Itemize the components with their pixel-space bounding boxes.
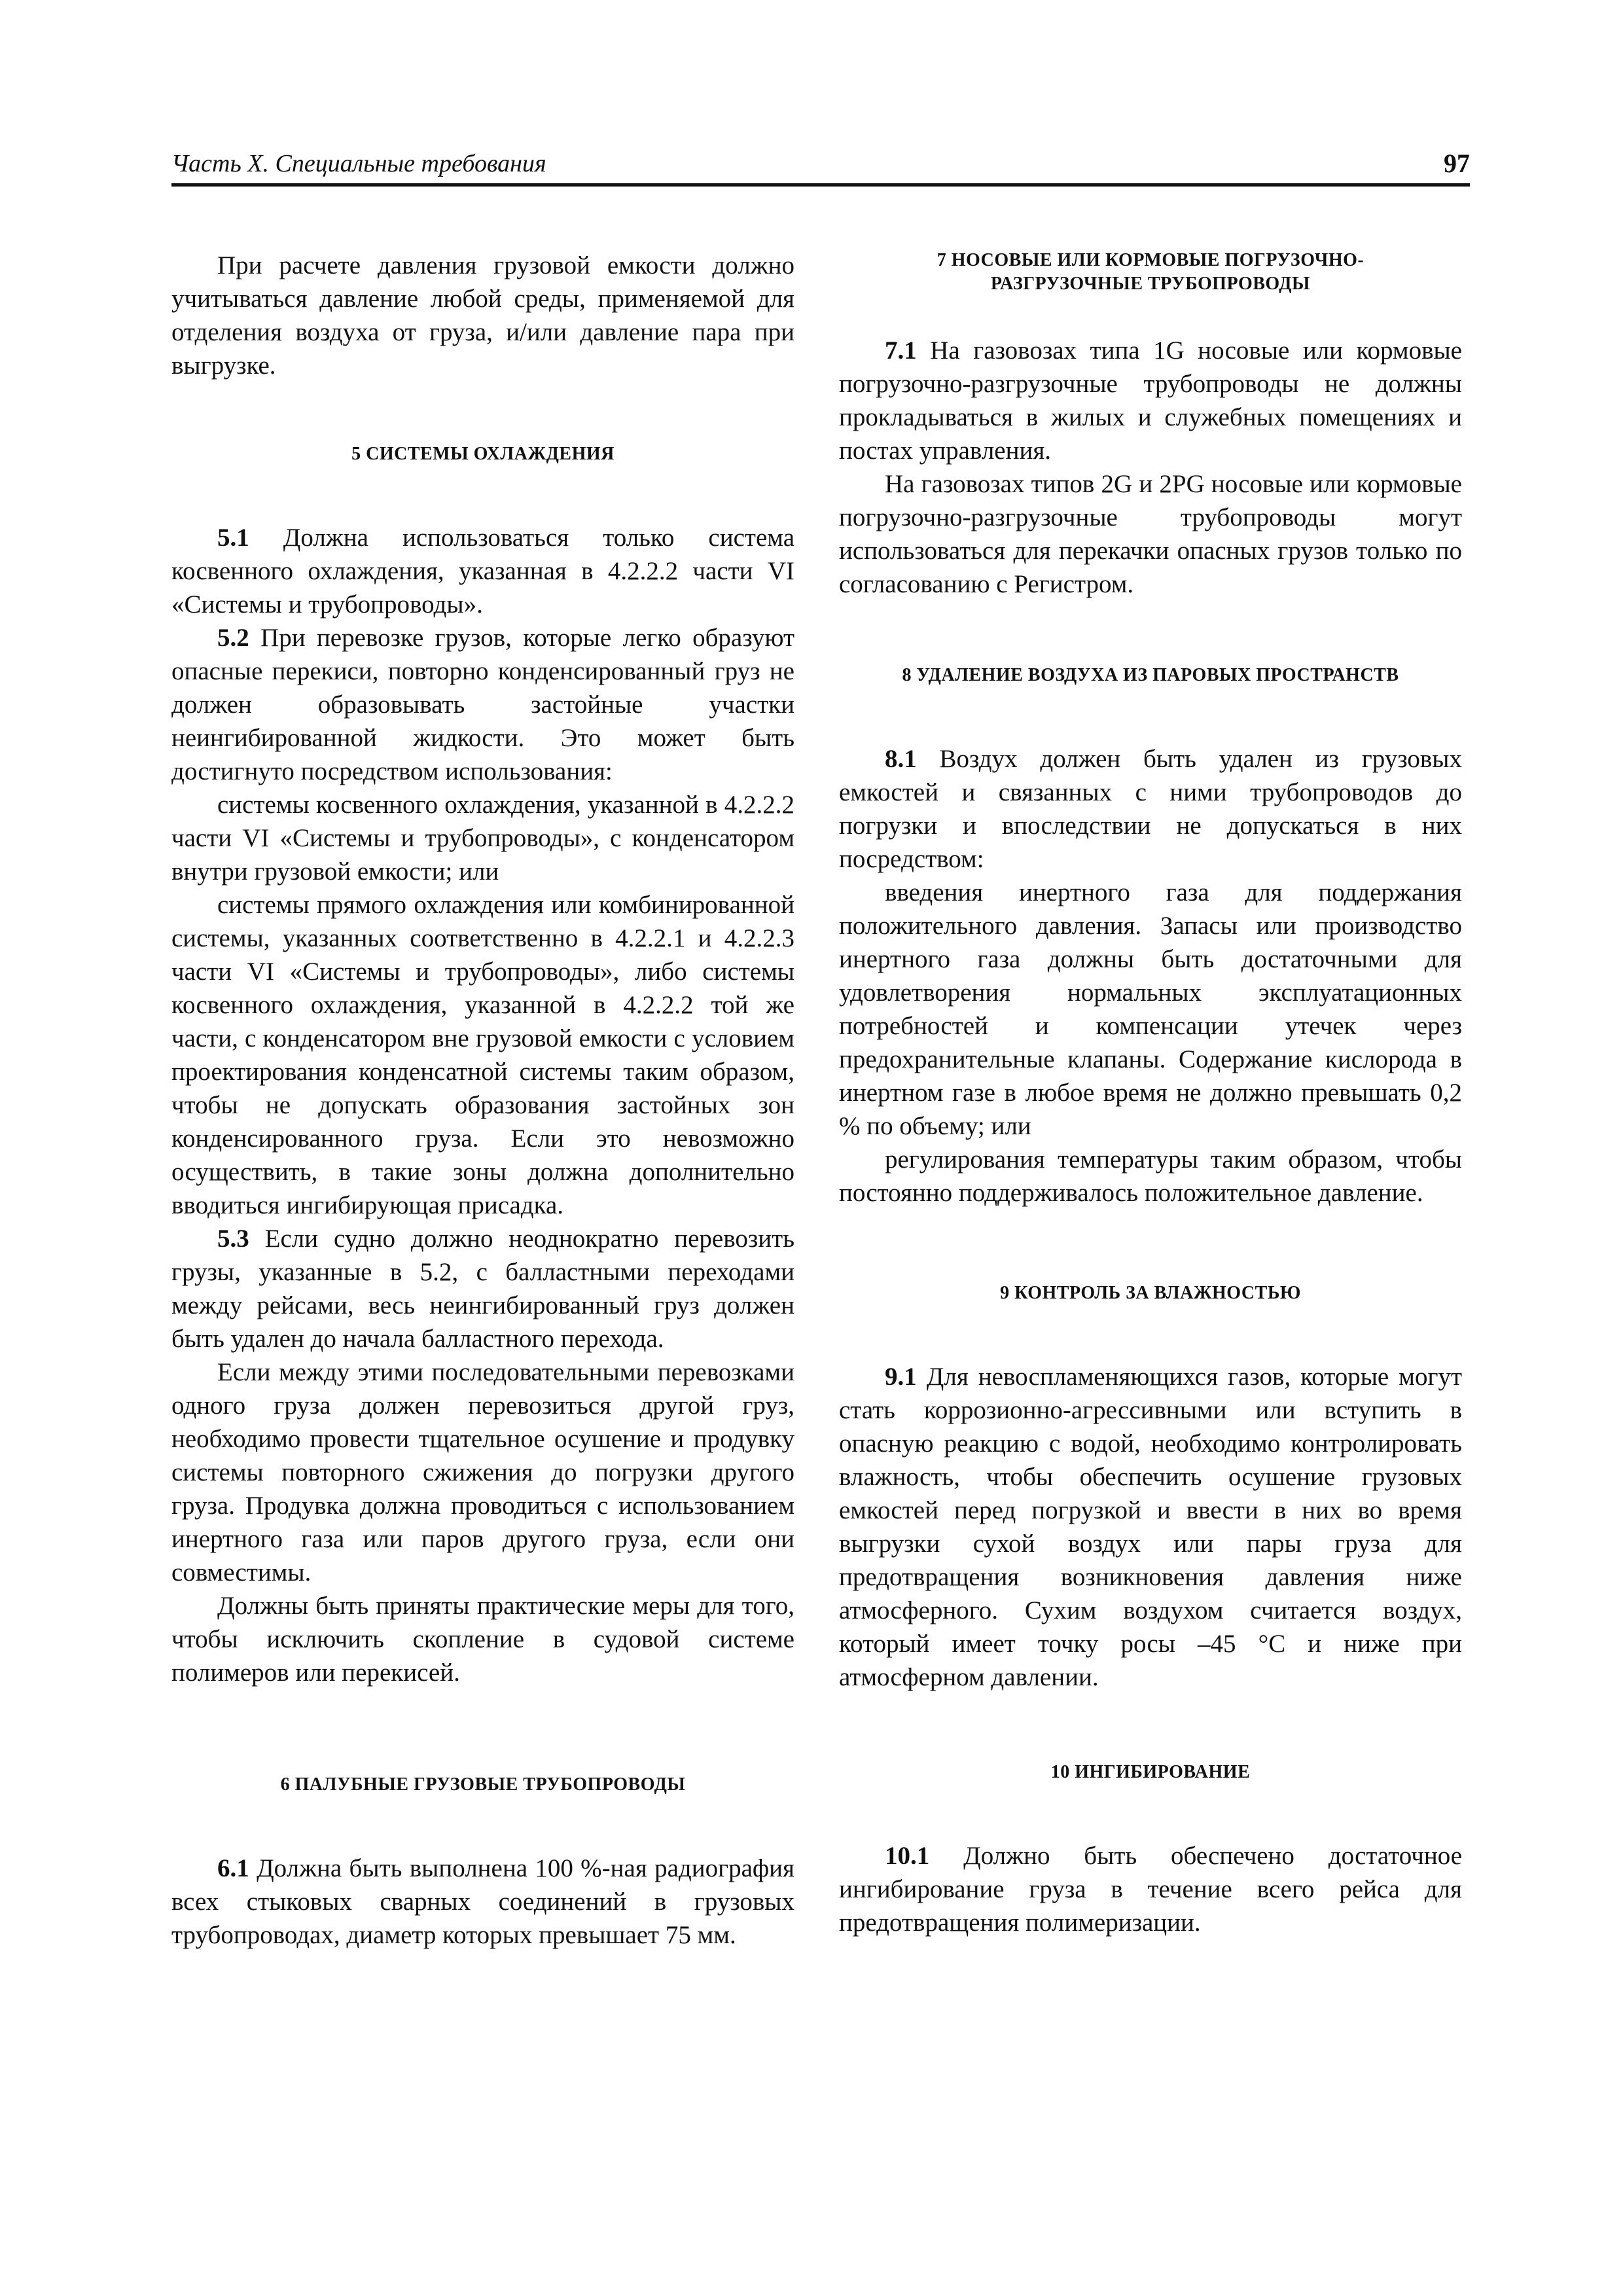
paragraph-5-3-c: Должны быть приняты практические меры для того, чтобы исключить скопление в судовой системе полимеров или перекисей. — [171, 1592, 794, 1687]
paragraph-text: Должна использоваться только система косвенного охлаждения, указанная в 4.2.2.2 части VI «Системы и трубопроводы». — [171, 524, 794, 619]
paragraph-text: Должно быть обеспечено достаточное ингибирование груза в течение всего рейса для предотвращения полимеризации. — [839, 1842, 1462, 1937]
paragraph-5-2 — [171, 621, 794, 788]
section-7-title-line-2: РАЗГРУЗОЧНЫЕ ТРУБОПРОВОДЫ — [990, 274, 1311, 294]
paragraph-text: Воздух должен быть удален из грузовых емкостей и связанных с ними трубопроводов до погрузки и впоследствии не допускаться в них посредством: — [839, 745, 1462, 873]
paragraph-5-1 — [171, 521, 794, 621]
section-5-title: 5 СИСТЕМЫ ОХЛАЖДЕНИЯ — [351, 444, 615, 464]
section-10-title: 10 ИНГИБИРОВАНИЕ — [1050, 1762, 1251, 1782]
clause-number: 10.1 — [885, 1842, 930, 1870]
header-title: Часть X. Специальные требования — [171, 150, 546, 177]
section-7-title-line-1: 7 НОСОВЫЕ ИЛИ КОРМОВЫЕ ПОГРУЗОЧНО- — [936, 250, 1364, 270]
paragraph-6-1 — [171, 1852, 794, 1952]
section-7-title — [839, 249, 1462, 296]
clause-number: 6.1 — [217, 1854, 249, 1882]
paragraph-9-1 — [839, 1360, 1462, 1694]
paragraph-8-1 — [839, 742, 1462, 876]
section-6-title: 6 ПАЛУБНЫЕ ГРУЗОВЫЕ ТРУБОПРОВОДЫ — [280, 1774, 686, 1795]
paragraph-text: Если судно должно неоднократно перевозить грузы, указанные в 5.2, с балластными переходами между рейсами, весь неингибированный груз должен быть удален до начала балластного перехода. — [171, 1225, 794, 1353]
left-column — [171, 249, 794, 1952]
paragraph-5-3-b: Если между этими последовательными перевозками одного груза должен перевозиться другой груз, необходимо провести тщательное осушение и продувку системы повторного сжижения до погрузки другого груза. Продувка должна проводиться с использованием инертного газа или паров другого груза, если они совместимы. — [171, 1358, 794, 1587]
paragraph-text: На газовозах типа 1G носовые или кормовые погрузочно-разгрузочные трубопроводы не должны прокладываться в жилых и служебных помещениях и постах управления. — [839, 336, 1462, 465]
paragraph-7-1-b: На газовозах типов 2G и 2PG носовые или кормовые погрузочно-разгрузочные трубопроводы могут использоваться для перекачки опасных грузов только по согласованию с Регистром. — [839, 470, 1462, 598]
clause-number: 5.2 — [217, 624, 249, 652]
paragraph-5-3 — [171, 1222, 794, 1355]
paragraph-text: При перевозке грузов, которые легко образуют опасные перекиси, повторно конденсированный груз не должен образовывать застойные участки неингибированной жидкости. Это может быть достигнуто посредством использования: — [171, 624, 794, 785]
paragraph-10-1 — [839, 1839, 1462, 1939]
right-column — [839, 249, 1462, 1939]
paragraph-5-2-option-b: системы прямого охлаждения или комбинированной системы, указанных соответственно в 4.2.2.1 и 4.2.2.3 части VI «Системы и трубопроводы», либо системы косвенного охлаждения, указанной в 4.2.2.2 той же части, с конденсатором вне грузовой емкости с условием проектирования конденсатной системы таким образом, чтобы не допускать образования застойных зон конденсированного груза. Если это невозможно осуществить, в такие зоны должна дополнительно вводиться ингибирующая присадка. — [171, 891, 794, 1219]
paragraph-text: Для невоспламеняющихся газов, которые могут стать коррозионно-агрессивными или вступить в опасную реакцию с водой, необходимо контролировать влажность, чтобы обеспечить осушение грузовых емкостей перед погрузкой и ввести в них во время выгрузки сухой воздух или пары груза для предотвращения возникновения давления ниже атмосферного. Сухим воздухом считается воздух, который имеет точку росы –45 °С и ниже при атмосферном давлении. — [839, 1363, 1462, 1691]
paragraph-8-1-option-b: регулирования температуры таким образом, чтобы постоянно поддерживалось положительное давление. — [839, 1145, 1462, 1207]
clause-number: 5.1 — [217, 524, 249, 552]
paragraph-text: Должна быть выполнена 100 %-ная радиография всех стыковых сварных соединений в грузовых трубопроводах, диаметр которых превышает 75 мм. — [171, 1854, 794, 1949]
clause-number: 7.1 — [885, 336, 917, 365]
section-8-title: 8 УДАЛЕНИЕ ВОЗДУХА ИЗ ПАРОВЫХ ПРОСТРАНСТВ — [902, 665, 1399, 685]
page-number: 97 — [1444, 149, 1470, 178]
clause-number: 8.1 — [885, 745, 917, 773]
intro-paragraph: При расчете давления грузовой емкости должно учитываться давление любой среды, применяемой для отделения воздуха от груза, и/или давление пара при выгрузке. — [171, 251, 794, 380]
section-9-title: 9 КОНТРОЛЬ ЗА ВЛАЖНОСТЬЮ — [1000, 1283, 1301, 1303]
running-header — [171, 145, 1470, 187]
paragraph-5-2-option-a: системы косвенного охлаждения, указанной в 4.2.2.2 части VI «Системы и трубопроводы», с конденсатором внутри грузовой емкости; или — [171, 791, 794, 886]
clause-number: 9.1 — [885, 1363, 917, 1391]
clause-number: 5.3 — [217, 1225, 249, 1253]
paragraph-8-1-option-a: введения инертного газа для поддержания положительного давления. Запасы или производство инертного газа должны быть достаточными для удовлетворения нормальных эксплуатационных потребностей и компенсации утечек через предохранительные клапаны. Содержание кислорода в инертном газе в любое время не должно превышать 0,2 % по объему; или — [839, 878, 1462, 1140]
paragraph-7-1 — [839, 334, 1462, 467]
